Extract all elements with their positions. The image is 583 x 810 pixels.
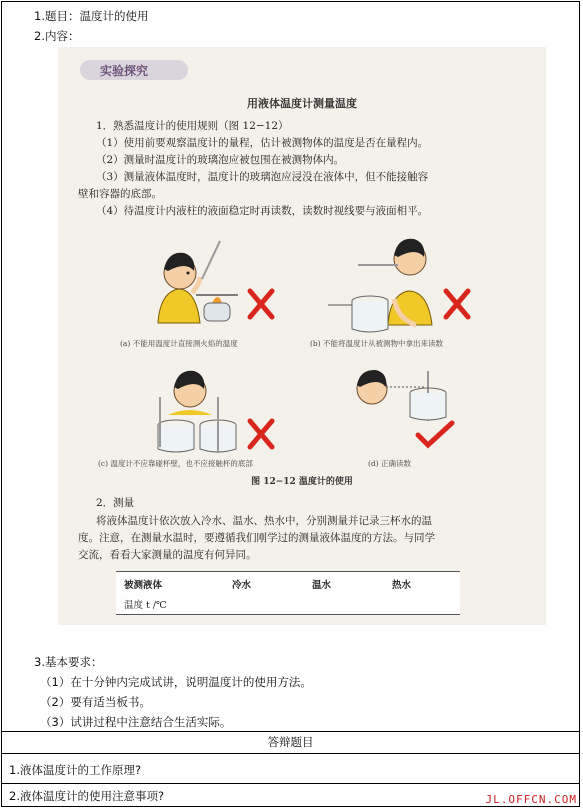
- beaker-c2: [200, 397, 236, 453]
- topic-line: 1.题目：温度计的使用: [34, 9, 149, 23]
- illustration-a: [138, 233, 288, 333]
- figure-caption: 图 12−12 温度计的使用: [251, 477, 353, 487]
- boy-d: [357, 370, 387, 404]
- alcohol-lamp: [196, 295, 238, 321]
- table-row-label: 温度 t /℃: [124, 600, 167, 611]
- requirement-2: （2）要有适当板书。: [40, 695, 151, 709]
- table-header-warm: 温水: [312, 580, 332, 591]
- experiment-banner: [80, 60, 188, 80]
- measure-text-3: 交流，看看大家测量的温度有何异同。: [78, 549, 257, 561]
- illustration-c: [150, 365, 300, 455]
- requirements-heading: 3.基本要求：: [34, 655, 103, 669]
- table-header-cold: 冷水: [232, 580, 252, 591]
- caption-c: (c) 温度计不应靠碰杯壁，也不应接触杯的底部: [98, 459, 253, 468]
- defense-title: 答辩题目: [1, 732, 580, 754]
- requirement-1: （1）在十分钟内完成试讲，说明温度计的使用方法。: [40, 675, 312, 689]
- boy-c: [168, 371, 212, 415]
- rule-2: （2）测量时温度计的玻璃泡应被包围在被测物体内。: [96, 154, 345, 166]
- rules-heading: 1．熟悉温度计的使用规则（图 12−12）: [96, 120, 289, 132]
- cross-mark-a: [250, 291, 272, 317]
- rule-4: （4）待温度计内液柱的液面稳定时再读数，读数时视线要与液面相平。: [96, 205, 429, 217]
- rule-1: （1）使用前要观察温度计的量程，估计被测物体的温度是否在量程内。: [96, 137, 429, 149]
- caption-d: (d) 正确读数: [368, 459, 412, 468]
- textbook-page: [58, 47, 546, 625]
- check-mark-d: [418, 423, 452, 445]
- requirement-3: （3）试讲过程中注意结合生活实际。: [40, 715, 232, 729]
- measure-text-2: 度。注意，在测量水温时，要遵循我们刚学过的测量液体温度的方法。与同学: [78, 532, 435, 544]
- banner-label: 实验探究: [100, 64, 149, 78]
- watermark: JL.OFFCN.COM: [485, 793, 577, 806]
- cross-mark-b: [446, 291, 468, 317]
- table-header-hot: 热水: [392, 580, 412, 591]
- boy-a: [158, 253, 200, 323]
- caption-b: (b) 不能将温度计从被测物中拿出来读数: [310, 339, 444, 348]
- question-1: 1.液体温度计的工作原理?: [9, 763, 142, 777]
- measure-heading: 2．测量: [96, 497, 135, 509]
- rule-3-cont: 壁和容器的底部。: [78, 188, 162, 200]
- question-2: 2.液体温度计的使用注意事项?: [9, 789, 165, 803]
- table-header-liquid: 被测液体: [124, 580, 163, 591]
- row-divider: [1, 783, 580, 784]
- content-line: 2.内容：: [34, 29, 80, 43]
- cross-mark-c: [250, 421, 272, 447]
- boy-b: [388, 239, 432, 325]
- measurement-table: [116, 571, 460, 615]
- beaker-b: [328, 296, 388, 332]
- caption-a: (a) 不能用温度计直接测火焰的温度: [120, 339, 238, 348]
- illustration-d: [348, 365, 488, 455]
- textbook-title: 用液体温度计测量温度: [247, 97, 357, 110]
- measure-text-1: 将液体温度计依次放入冷水、温水、热水中，分别测量并记录三杯水的温: [96, 515, 432, 527]
- illustration-b: [328, 229, 488, 335]
- rule-3: （3）测量液体温度时，温度计的玻璃泡应浸没在液体中，但不能接触容: [96, 171, 429, 183]
